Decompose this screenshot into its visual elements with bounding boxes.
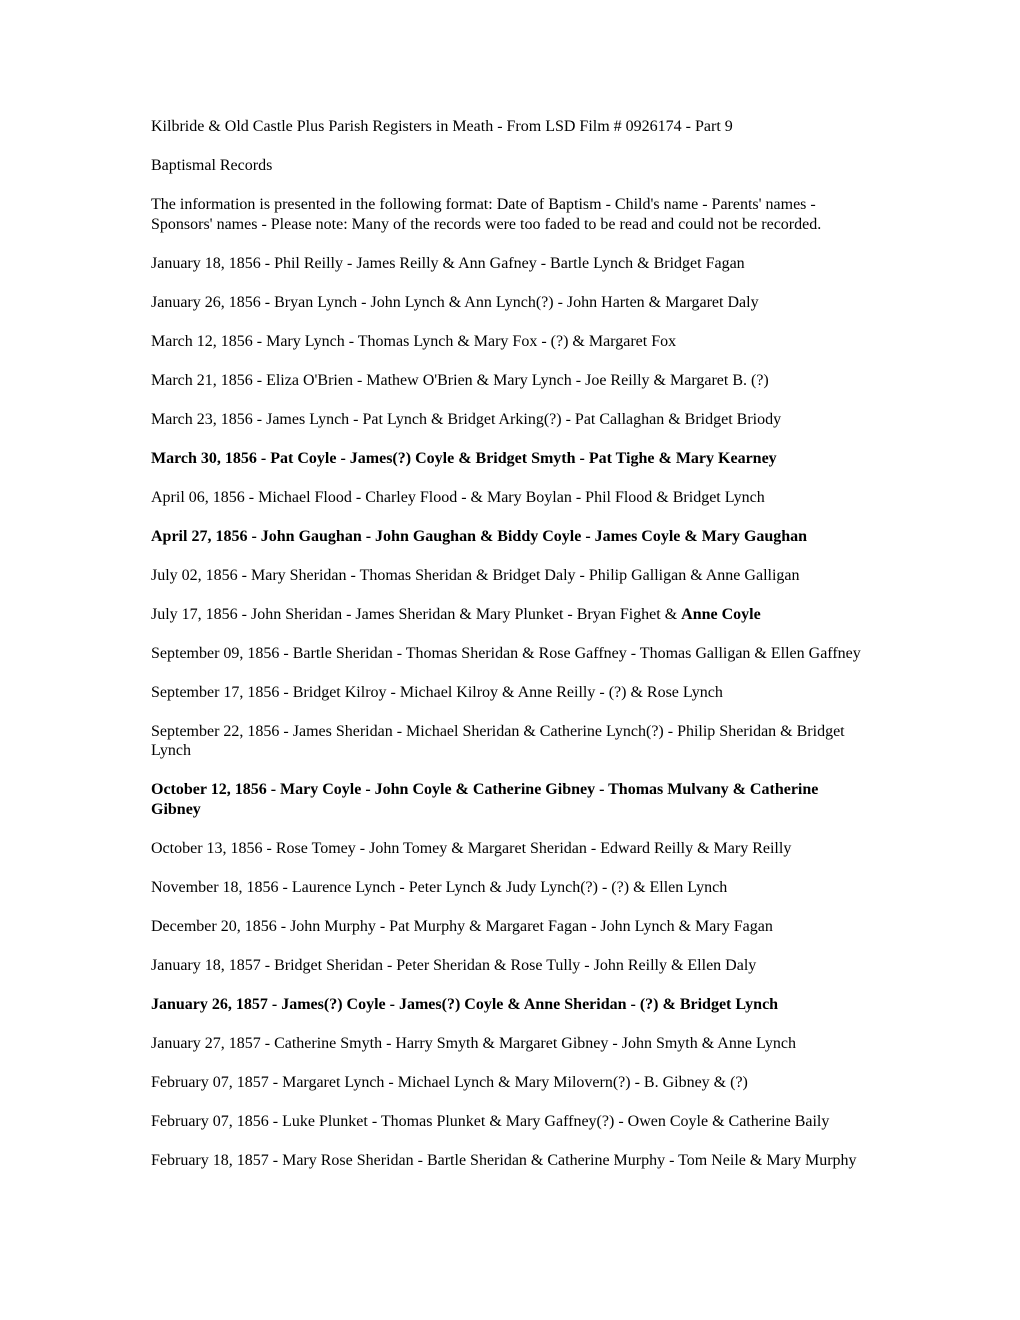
record-entry (151, 488, 869, 508)
record-text: September 09, 1856 - Bartle Sheridan - Thomas Sheridan & Rose Gaffney - Thomas Galligan & Ellen Gaffney (151, 644, 861, 662)
record-text-bold: March 30, 1856 - Pat Coyle - James(?) Coyle & Bridget Smyth - Pat Tighe & Mary Kearney (151, 449, 777, 467)
record-text: January 26, 1856 - Bryan Lynch - John Lynch & Ann Lynch(?) - John Harten & Margaret Daly (151, 293, 759, 311)
record-text: November 18, 1856 - Laurence Lynch - Peter Lynch & Judy Lynch(?) - (?) & Ellen Lynch (151, 878, 728, 896)
document-title: Kilbride & Old Castle Plus Parish Registers in Meath - From LSD Film # 0926174 - Part 9 (151, 118, 733, 135)
record-text: March 23, 1856 - James Lynch - Pat Lynch & Bridget Arking(?) - Pat Callaghan & Bridget Briody (151, 410, 782, 428)
record-text: February 18, 1857 - Mary Rose Sheridan - Bartle Sheridan & Catherine Murphy - Tom Neile & Mary Murphy (151, 1151, 857, 1169)
record-entry (151, 410, 869, 430)
record-entry (151, 605, 869, 625)
record-entry (151, 254, 869, 274)
record-entry (151, 956, 869, 976)
record-text-bold: April 27, 1856 - John Gaughan - John Gaughan & Biddy Coyle - James Coyle & Mary Gaughan (151, 527, 808, 545)
record-text: September 17, 1856 - Bridget Kilroy - Michael Kilroy & Anne Reilly - (?) & Rose Lynch (151, 683, 723, 701)
record-entry (151, 780, 869, 819)
record-entry (151, 917, 869, 937)
record-entry (151, 644, 869, 664)
record-entry (151, 995, 869, 1015)
record-entry (151, 722, 869, 761)
record-entry (151, 527, 869, 547)
record-entry (151, 566, 869, 586)
record-text: February 07, 1857 - Margaret Lynch - Michael Lynch & Mary Milovern(?) - B. Gibney & (?) (151, 1073, 748, 1091)
record-entry (151, 1112, 869, 1132)
record-text: January 18, 1857 - Bridget Sheridan - Peter Sheridan & Rose Tully - John Reilly & Ellen Daly (151, 956, 757, 974)
record-text: December 20, 1856 - John Murphy - Pat Murphy & Margaret Fagan - John Lynch & Mary Fagan (151, 917, 773, 935)
record-text: February 07, 1856 - Luke Plunket - Thomas Plunket & Mary Gaffney(?) - Owen Coyle & Catherine Baily (151, 1112, 830, 1130)
record-text: March 12, 1856 - Mary Lynch - Thomas Lynch & Mary Fox - (?) & Margaret Fox (151, 332, 677, 350)
record-entry (151, 332, 869, 352)
record-entry (151, 878, 869, 898)
record-text: July 02, 1856 - Mary Sheridan - Thomas Sheridan & Bridget Daly - Philip Galligan & Anne Galligan (151, 566, 800, 584)
section-heading: Baptismal Records (151, 157, 273, 174)
record-entry (151, 1151, 869, 1171)
record-text: October 13, 1856 - Rose Tomey - John Tomey & Margaret Sheridan - Edward Reilly & Mary Reilly (151, 839, 792, 857)
record-text: July 17, 1856 - John Sheridan - James Sheridan & Mary Plunket - Bryan Fighet & (151, 605, 682, 623)
record-entry (151, 683, 869, 703)
record-entry (151, 1034, 869, 1054)
record-text: January 18, 1856 - Phil Reilly - James Reilly & Ann Gafney - Bartle Lynch & Bridget Fagan (151, 254, 745, 272)
record-text: March 21, 1856 - Eliza O'Brien - Mathew O'Brien & Mary Lynch - Joe Reilly & Margaret B. (?) (151, 371, 769, 389)
record-text-bold: Anne Coyle (681, 605, 761, 623)
record-entry (151, 293, 869, 313)
record-text-bold: January 26, 1857 - James(?) Coyle - James(?) Coyle & Anne Sheridan - (?) & Bridget Lynch (151, 995, 779, 1013)
record-entry (151, 449, 869, 469)
record-text: April 06, 1856 - Michael Flood - Charley Flood - & Mary Boylan - Phil Flood & Bridget Lynch (151, 488, 765, 506)
record-text-bold: October 12, 1856 - Mary Coyle - John Coyle & Catherine Gibney - Thomas Mulvany & Catherine Gibney (151, 781, 819, 818)
record-entry (151, 1073, 869, 1093)
intro-paragraph: The information is presented in the following format: Date of Baptism - Child's name - Parents' names - Sponsors' names - Please note: Many of the records were too faded to be read and could not be recorded. (151, 196, 822, 233)
record-text: January 27, 1857 - Catherine Smyth - Harry Smyth & Margaret Gibney - John Smyth & Anne Lynch (151, 1034, 796, 1052)
record-text: September 22, 1856 - James Sheridan - Michael Sheridan & Catherine Lynch(?) - Philip Sheridan & Bridget Lynch (151, 722, 845, 759)
record-entry (151, 371, 869, 391)
record-entry (151, 839, 869, 859)
records-list (151, 254, 869, 1171)
